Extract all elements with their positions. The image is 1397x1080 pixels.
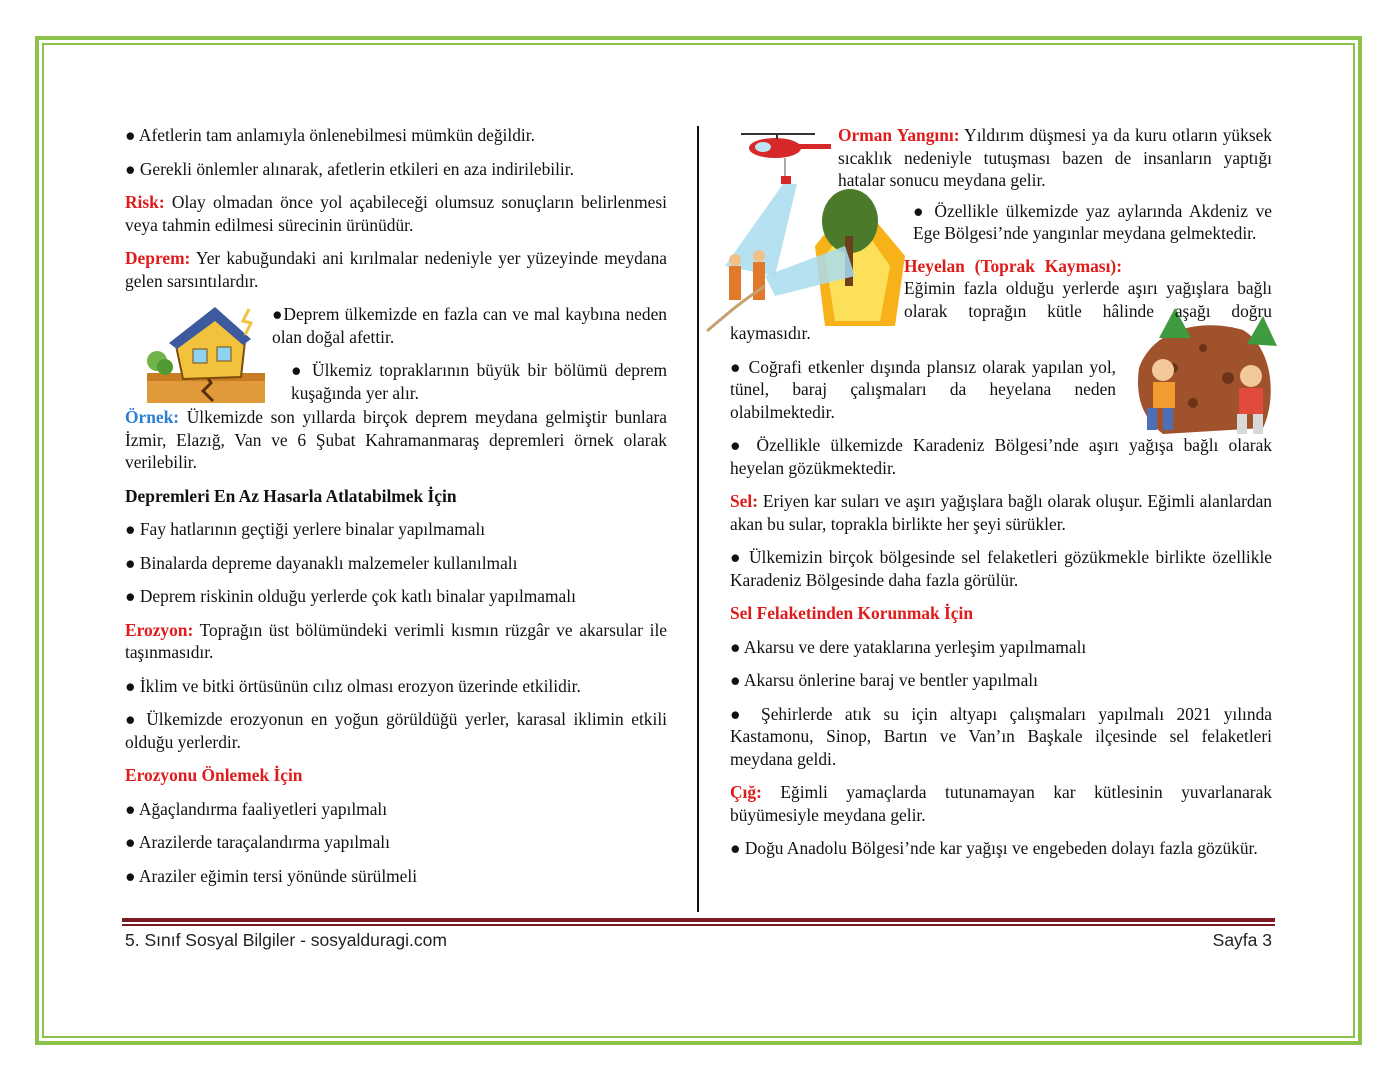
onlem-bullet-1: ● Ağaçlandırma faaliyetleri yapılmalı (125, 798, 388, 819)
orman-text: Yıldırım düşmesi ya da kuru otların yüksek sıcaklık nedeniyle tutuşması bazen de insanların yaptığı hatalar sonucu meydana gelir. (838, 125, 1273, 190)
heyelan-bullet-1: ● Coğrafi etkenler dışında plansız olarak yapılan yol, tünel, baraj çalışmaları da heyelana neden olabilmektedir. (730, 356, 1116, 422)
footer-rule-thick (122, 918, 1275, 922)
deprem-bullet-2: ● Ülkemiz topraklarının büyük bir bölümü deprem kuşağında yer alır. (291, 360, 667, 403)
erozyon-text: Toprağın üst bölümündeki verimli kısmın rüzgâr ve akarsular ile taşınmasıdır. (125, 619, 667, 662)
heyelan-definition (730, 255, 1272, 345)
right-column (730, 124, 1272, 871)
landslide-image-spacer-top (1122, 255, 1272, 277)
deprem-bullet-1: ●Deprem ülkemizde en fazla can ve mal kaybına neden olan doğal afettir. (272, 304, 667, 347)
onlem-bullet-2: ● Arazilerde taraçalandırma yapılmalı (125, 832, 390, 852)
erozyon-label: Erozyon: (125, 619, 194, 640)
deprem-label: Deprem: (125, 248, 191, 268)
risk-definition (125, 191, 667, 236)
sel-korunma-bullet-1: ● Akarsu ve dere yataklarına yerleşim yapılmamalı (730, 636, 1087, 657)
left-column (125, 124, 667, 898)
sel-heading: Sel Felaketinden Korunmak İçin (730, 603, 974, 623)
deprem-bullets-block (125, 303, 667, 406)
heyelan-text: Eğimin fazla olduğu yerlerde aşırı yağışlara bağlı olarak toprağın kütle hâlinde aşağı doğru kaymasıdır. (730, 278, 1272, 343)
orman-definition (838, 124, 1272, 192)
cig-text: Eğimli yamaçlarda tutunamayan kar kütlesinin yuvarlanarak büyümesiyle meydana gelir. (730, 782, 1272, 825)
orman-bullet-1: ● Özellikle ülkemizde yaz aylarında Akdeniz ve Ege Bölgesi’nde yangınlar meydana gelmektedir. (913, 200, 1272, 243)
deprem-text: Yer kabuğundaki ani kırılmalar nedeniyle yer yüzeyinde meydana gelen sarsıntılardır. (125, 248, 667, 291)
deprem-definition (125, 247, 667, 292)
hasar-bullet-3: ● Deprem riskinin olduğu yerlerde çok katlı binalar yapılmamalı (125, 586, 576, 606)
hasar-bullet-2: ● Binalarda depreme dayanaklı malzemeler kullanılmalı (125, 552, 518, 573)
sel-definition (730, 490, 1272, 535)
bullet-afet-onlem: ● Gerekli önlemler alınarak, afetlerin etkileri en aza indirilebilir. (125, 158, 574, 179)
sel-text: Eriyen kar suları ve aşırı yağışlara bağlı olarak oluşur. Eğimli alanlardan akan bu sular, toprakla birlikte her şeyi sürükler. (730, 491, 1272, 534)
earthquake-house-illustration (145, 301, 273, 405)
sel-label: Sel: (730, 491, 759, 511)
sel-bullet-1: ● Ülkemizin birçok bölgesinde sel felaketleri gözükmekle birlikte özellikle Karadeniz Bölgesinde daha fazla görülür. (730, 547, 1272, 590)
column-divider (697, 126, 699, 912)
page-number: Sayfa 3 (1212, 930, 1272, 950)
cig-label: Çığ: (730, 782, 762, 802)
erozyon-bullet-1: ● İklim ve bitki örtüsünün cılız olması erozyon üzerinde etkilidir. (125, 675, 581, 696)
hasar-bullet-1: ● Fay hatlarının geçtiği yerlere binalar yapılmamalı (125, 519, 486, 539)
heyelan-bullet-2: ● Özellikle ülkemizde Karadeniz Bölgesi’nde aşırı yağışa bağlı olarak heyelan gözükmektedir. (730, 435, 1272, 478)
onlem-heading: Erozyonu Önlemek İçin (125, 765, 303, 785)
ornek-label: Örnek: (125, 407, 180, 427)
fire-image-spacer (730, 255, 904, 321)
erozyon-bullet-2: ● Ülkemizde erozyonun en yoğun görüldüğü yerler, karasal iklimin etkili olduğu yerlerdir. (125, 709, 667, 752)
bullet-afet-onlenemez: ● Afetlerin tam anlamıyla önlenebilmesi mümkün değildir. (125, 125, 535, 145)
cig-bullet-1: ● Doğu Anadolu Bölgesi’nde kar yağışı ve engebeden dolayı fazla gözükür. (730, 838, 1258, 858)
risk-text: Olay olmadan önce yol açabileceği olumsuz sonuçların belirlenmesi veya tahmin edilmesi sürecinin ürünüdür. (125, 192, 667, 235)
sel-korunma-bullet-3: ● Şehirlerde atık su için altyapı çalışmaları yapılmalı 2021 yılında Kastamonu, Sinop, Bartın ve Van’ın Başkale ilçesinde sel felaketleri meydana geldi. (730, 703, 1272, 769)
onlem-bullet-3: ● Araziler eğimin tersi yönünde sürülmeli (125, 865, 418, 886)
footer-title: 5. Sınıf Sosyal Bilgiler - sosyalduragi.com (125, 930, 447, 950)
hasar-heading: Depremleri En Az Hasarla Atlatabilmek İçin (125, 485, 457, 506)
erozyon-definition (125, 619, 667, 664)
heyelan-label: Heyelan (Toprak Kayması): (904, 255, 1122, 276)
ornek-text: Ülkemizde son yıllarda birçok deprem meydana gelmiştir bunlara İzmir, Elazığ, Van ve 6 Şubat Kahramanmaraş depremleri örnek olarak verilebilir. (125, 407, 667, 472)
ornek-paragraph (125, 406, 667, 474)
footer-rule-thin (122, 924, 1275, 926)
sel-korunma-bullet-2: ● Akarsu önlerine baraj ve bentler yapılmalı (730, 670, 1038, 690)
orman-label: Orman Yangını: (838, 125, 960, 145)
cig-definition (730, 781, 1272, 826)
risk-label: Risk: (125, 192, 165, 212)
